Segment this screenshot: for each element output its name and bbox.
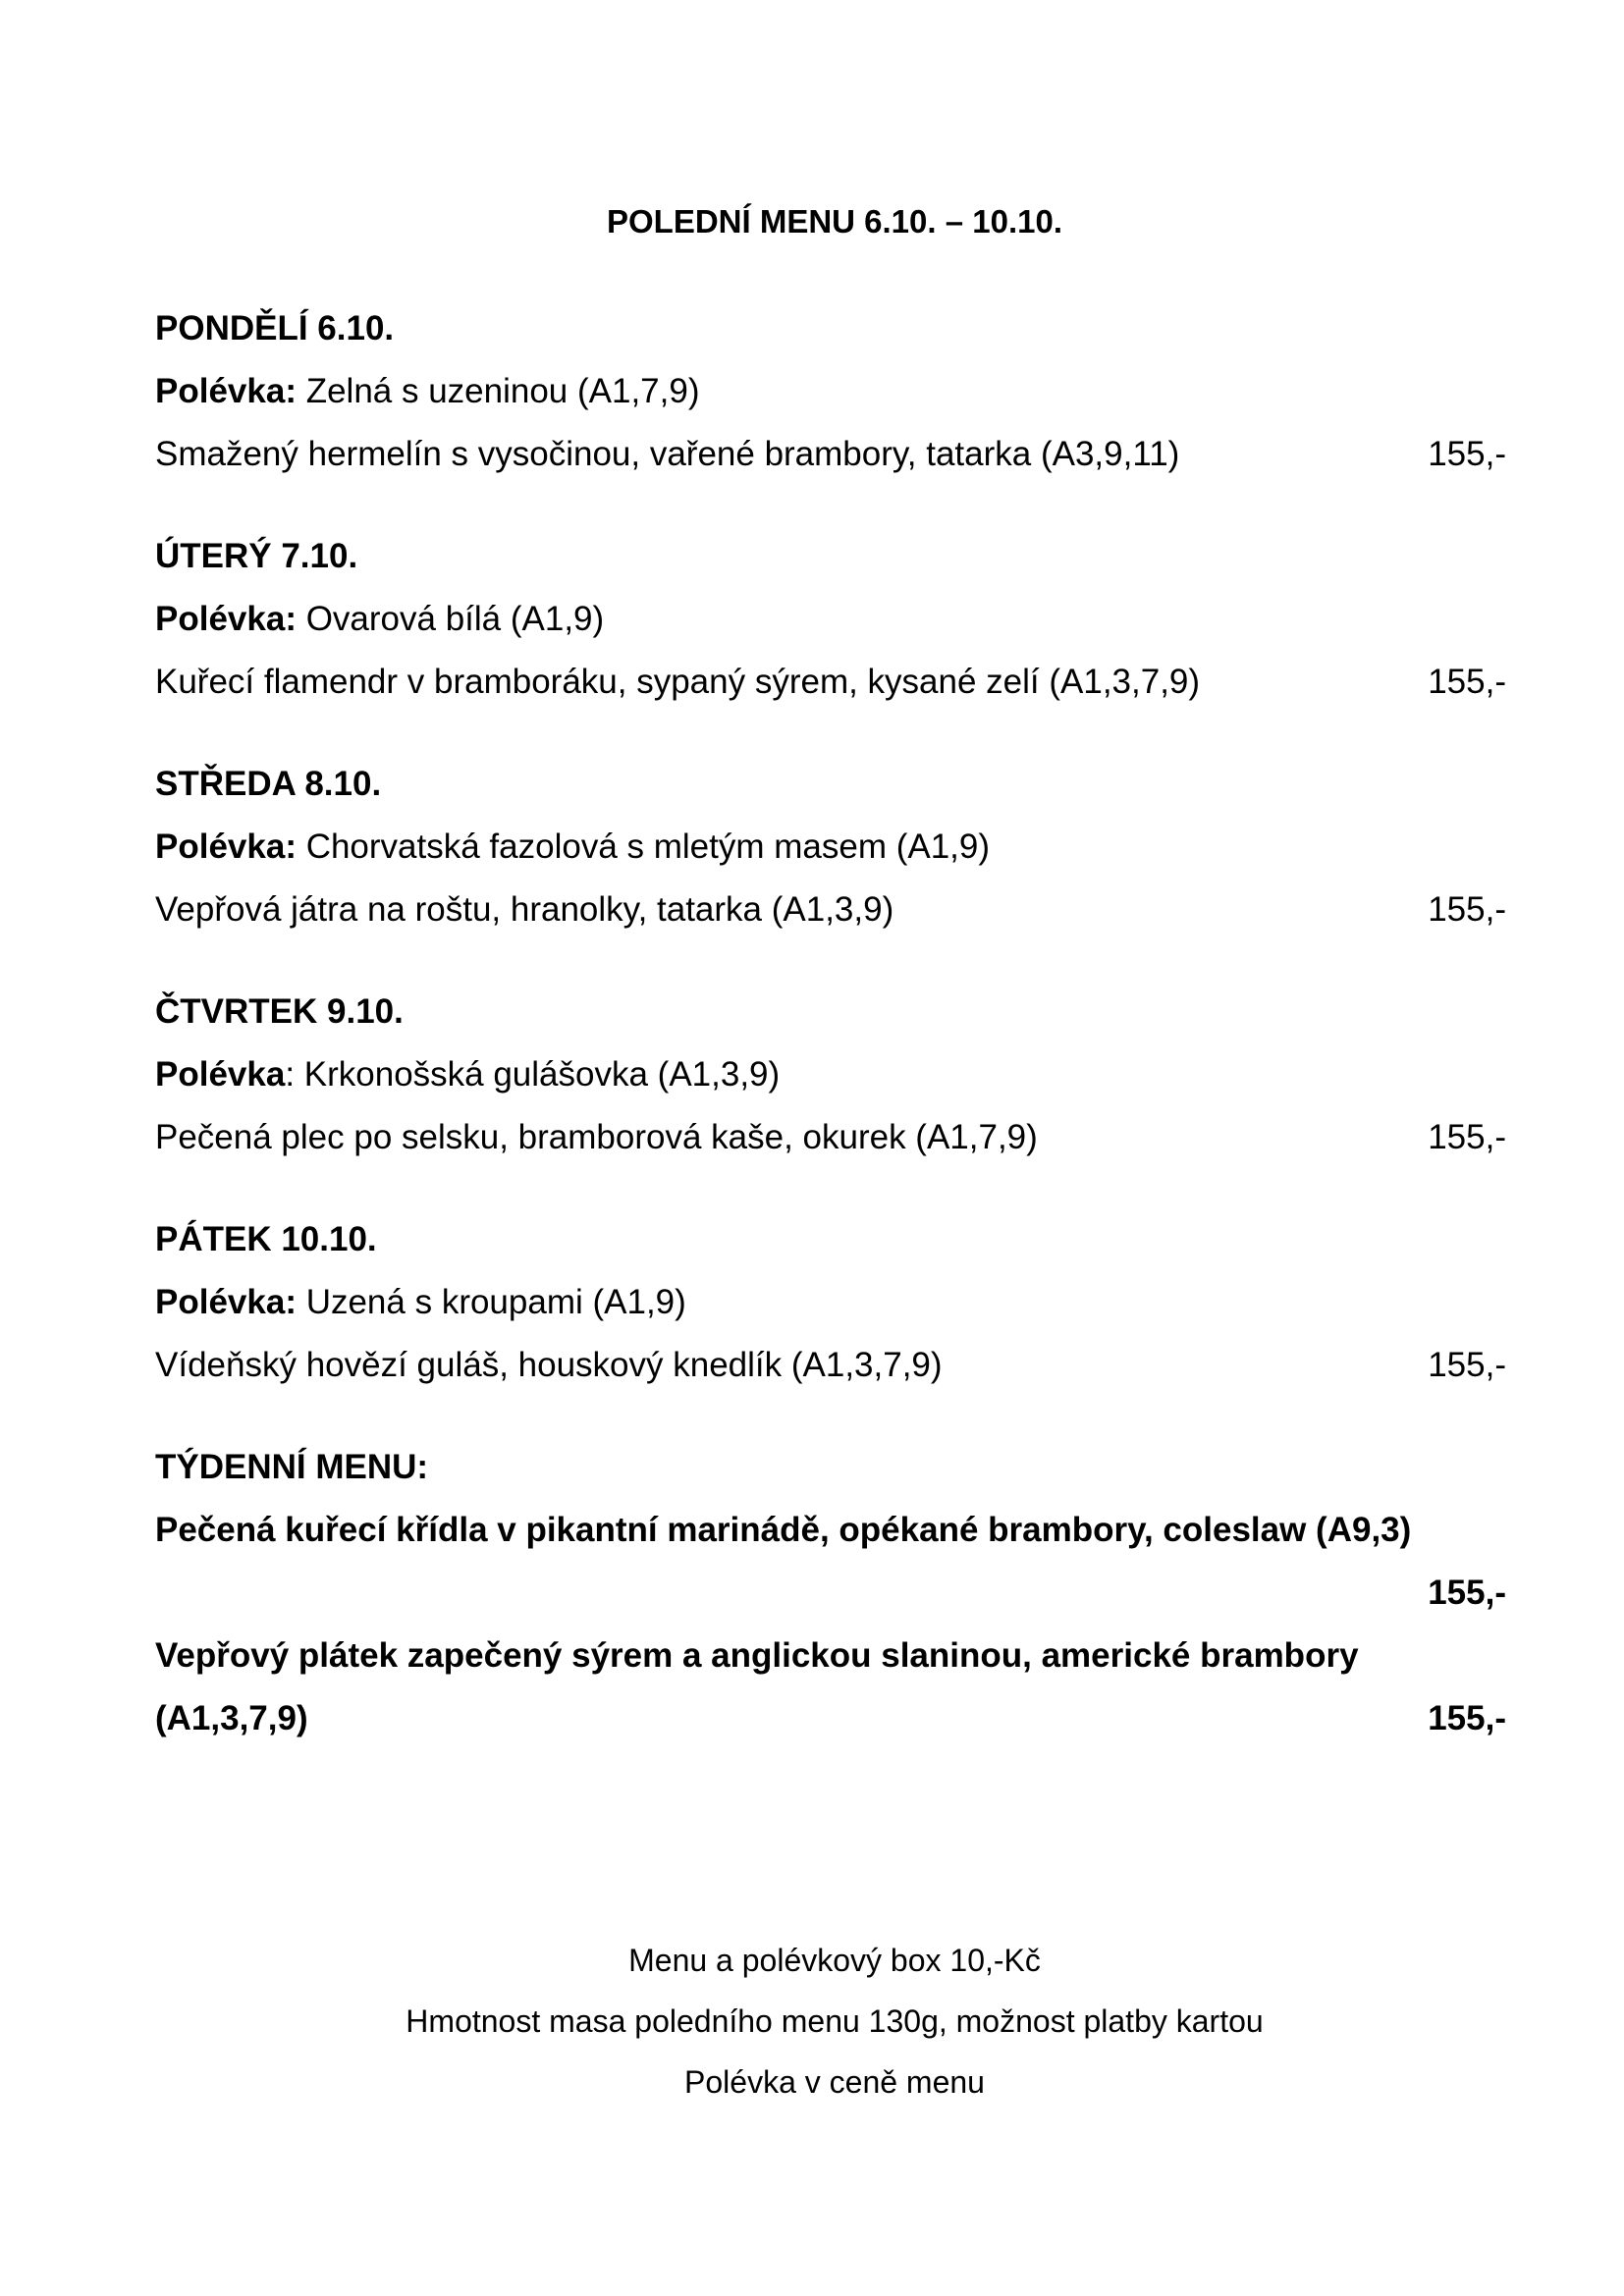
price: 155,- <box>1428 1118 1506 1156</box>
soup-text: Chorvatská fazolová s mletým masem (A1,9) <box>296 828 991 866</box>
main-dish-text: Smažený hermelín s vysočinou, vařené brambory, tatarka (A3,9,11) <box>155 435 1180 473</box>
soup-row <box>155 1282 1506 1323</box>
day-name: STŘEDA 8.10. <box>155 765 382 803</box>
soup-label: Polévka <box>155 1055 286 1094</box>
soup-label: Polévka: <box>155 1283 297 1321</box>
price: 155,- <box>1428 1699 1506 1737</box>
price: 155,- <box>1428 890 1506 929</box>
footer-soup-note: Polévka v ceně menu <box>684 2064 985 2100</box>
price: 155,- <box>1428 435 1506 473</box>
soup-text: Ovarová bílá (A1,9) <box>296 600 605 638</box>
day-name: PONDĚLÍ 6.10. <box>155 309 395 347</box>
soup-text: Uzená s kroupami (A1,9) <box>296 1283 686 1321</box>
main-dish-row <box>155 662 1506 703</box>
day-monday <box>155 308 1506 475</box>
day-wednesday <box>155 764 1506 931</box>
soup-text: Zelná s uzeninou (A1,7,9) <box>296 372 700 410</box>
soup-row <box>155 599 1506 640</box>
main-dish-text: Vídeňský hovězí guláš, houskový knedlík (A1,3,7,9) <box>155 1346 943 1384</box>
weekly-item-2-text-continued: (A1,3,7,9) 155,- <box>155 1699 1506 1737</box>
footer-weight-note: Hmotnost masa poledního menu 130g, možnost platby kartou <box>406 2003 1264 2039</box>
soup-row <box>155 827 1506 868</box>
main-dish-text: Kuřecí flamendr v bramboráku, sypaný sýrem, kysané zelí (A1,3,7,9) <box>155 663 1201 701</box>
weekly-menu <box>155 1447 1506 1739</box>
day-tuesday <box>155 536 1506 703</box>
soup-row <box>155 371 1506 412</box>
weekly-item-1-price-row <box>155 1573 1506 1614</box>
soup-text: : Krkonošská gulášovka (A1,3,9) <box>285 1055 781 1094</box>
main-dish-row <box>155 1345 1506 1386</box>
footer-box-note: Menu a polévkový box 10,-Kč <box>628 1943 1041 1978</box>
day-thursday <box>155 991 1506 1158</box>
weekly-menu-title: TÝDENNÍ MENU: <box>155 1448 429 1486</box>
soup-row <box>155 1054 1506 1095</box>
day-name: ČTVRTEK 9.10. <box>155 992 404 1031</box>
day-name: ÚTERÝ 7.10. <box>155 537 358 575</box>
main-dish-row <box>155 889 1506 931</box>
menu-content <box>155 308 1506 1761</box>
weekly-item-1-text: Pečená kuřecí křídla v pikantní marinádě, opékané brambory, coleslaw (A9,3) <box>155 1511 1412 1549</box>
menu-title: POLEDNÍ MENU 6.10. – 10.10. <box>606 203 1062 240</box>
weekly-item-2-text: Vepřový plátek zapečený sýrem a anglickou slaninou, americké brambory <box>155 1636 1359 1675</box>
main-dish-row <box>155 1117 1506 1158</box>
main-dish-text: Pečená plec po selsku, bramborová kaše, okurek (A1,7,9) <box>155 1118 1038 1156</box>
main-dish-text: Vepřová játra na roštu, hranolky, tatarka (A1,3,9) <box>155 890 894 929</box>
day-name: PÁTEK 10.10. <box>155 1220 377 1258</box>
menu-footer <box>0 1940 1624 2122</box>
price: 155,- <box>1428 1346 1506 1384</box>
soup-label: Polévka: <box>155 600 297 638</box>
price: 155,- <box>1428 663 1506 701</box>
soup-label: Polévka: <box>155 372 297 410</box>
price: 155,- <box>1428 1574 1506 1612</box>
soup-label: Polévka: <box>155 828 297 866</box>
main-dish-row <box>155 434 1506 475</box>
day-friday <box>155 1219 1506 1386</box>
